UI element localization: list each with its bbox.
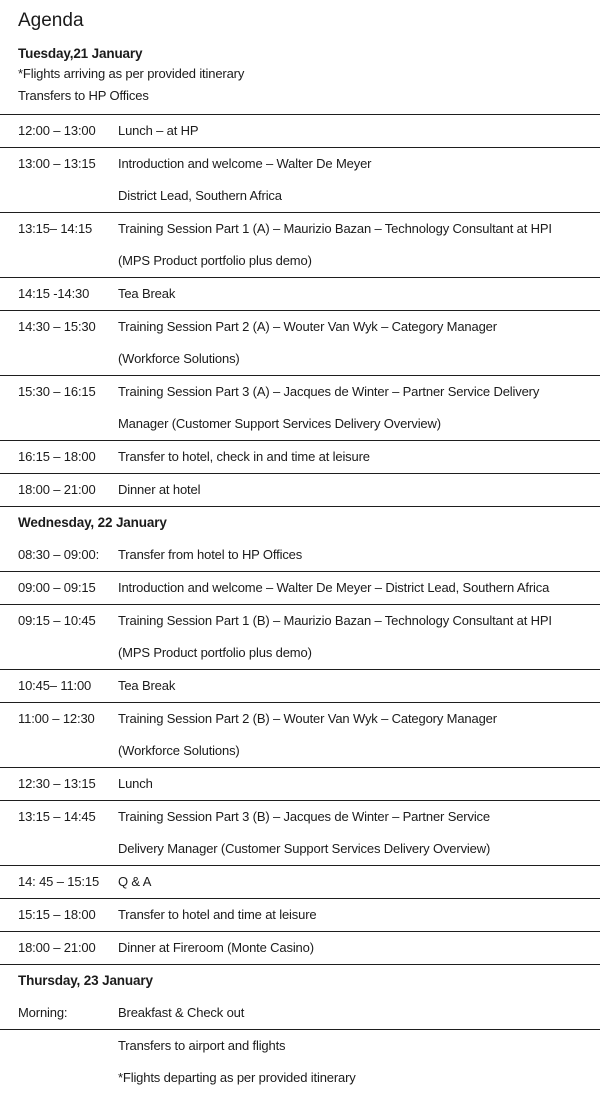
intro-note-flights-arriving: *Flights arriving as per provided itinerary: [18, 66, 245, 81]
description-line: Transfer to hotel, check in and time at leisure: [118, 449, 370, 464]
agenda-row: [0, 997, 600, 1029]
description-line: Dinner at Fireroom (Monte Casino): [118, 940, 314, 955]
page-title: Agenda: [18, 10, 84, 31]
description-line: Introduction and welcome – Walter De Meyer: [118, 156, 372, 171]
row-time: 15:15 – 18:00: [18, 907, 96, 922]
day-header-tuesday: Tuesday,21 January: [18, 46, 143, 61]
agenda-row: [0, 473, 600, 506]
description-line: Lunch: [118, 776, 153, 791]
row-description: [118, 213, 600, 277]
agenda-row: [0, 702, 600, 767]
row-description: [118, 703, 600, 767]
agenda-row: [0, 212, 600, 277]
description-line: (Workforce Solutions): [118, 743, 240, 758]
description-line: Training Session Part 3 (A) – Jacques de Winter – Partner Service Delivery: [118, 384, 540, 399]
description-line: Dinner at hotel: [118, 482, 201, 497]
description-line: Training Session Part 1 (A) – Maurizio Bazan – Technology Consultant at HPI: [118, 221, 552, 236]
row-time: 12:00 – 13:00: [18, 123, 96, 138]
row-description: [118, 474, 600, 506]
description-line: Transfer to hotel and time at leisure: [118, 907, 317, 922]
row-time: 13:15 – 14:45: [18, 809, 96, 824]
agenda-row: [0, 1029, 600, 1094]
description-line: District Lead, Southern Africa: [118, 188, 282, 203]
row-time: 13:00 – 13:15: [18, 156, 96, 171]
row-time: 10:45– 11:00: [18, 678, 92, 693]
row-time: 16:15 – 18:00: [18, 449, 96, 464]
row-description: [118, 670, 600, 702]
row-description: [118, 278, 600, 310]
row-description: [118, 148, 600, 212]
day-header-row: [0, 506, 600, 539]
row-description: [118, 115, 600, 147]
row-description: [118, 1030, 600, 1094]
agenda-row: [0, 865, 600, 898]
row-time: 13:15– 14:15: [18, 221, 93, 236]
agenda-row: [0, 114, 600, 147]
row-description: [118, 899, 600, 931]
agenda-row: [0, 375, 600, 440]
row-description: [118, 801, 600, 865]
description-line: Training Session Part 3 (B) – Jacques de Winter – Partner Service: [118, 809, 490, 824]
day-header-row: [0, 964, 600, 997]
row-description: [118, 441, 600, 473]
description-line: Delivery Manager (Customer Support Services Delivery Overview): [118, 841, 491, 856]
description-line: Manager (Customer Support Services Delivery Overview): [118, 416, 441, 431]
agenda-row: [0, 931, 600, 964]
row-time: 09:00 – 09:15: [18, 580, 96, 595]
row-description: [118, 768, 600, 800]
row-description: [118, 866, 600, 898]
row-time: 12:30 – 13:15: [18, 776, 96, 791]
description-line: Lunch – at HP: [118, 123, 199, 138]
description-line: Introduction and welcome – Walter De Meyer – District Lead, Southern Africa: [118, 580, 550, 595]
row-time: 14:30 – 15:30: [18, 319, 96, 334]
agenda-row: [0, 767, 600, 800]
agenda-row: [0, 277, 600, 310]
row-time: 14:15 -14:30: [18, 286, 90, 301]
description-line: Training Session Part 1 (B) – Maurizio Bazan – Technology Consultant at HPI: [118, 613, 552, 628]
description-line: (Workforce Solutions): [118, 351, 240, 366]
row-description: [118, 311, 600, 375]
description-line: Breakfast & Check out: [118, 1005, 245, 1020]
day-header-label: Wednesday, 22 January: [18, 515, 167, 530]
day-header-label: Thursday, 23 January: [18, 973, 153, 988]
row-time: 11:00 – 12:30: [18, 711, 95, 726]
agenda-table: [0, 114, 600, 1094]
agenda-row: [0, 604, 600, 669]
description-line: Q & A: [118, 874, 152, 889]
description-line: Tea Break: [118, 678, 176, 693]
description-line: (MPS Product portfolio plus demo): [118, 645, 312, 660]
row-description: [118, 605, 600, 669]
agenda-row: [0, 440, 600, 473]
row-description: [118, 572, 600, 604]
row-time: [0, 1030, 118, 1062]
agenda-row: [0, 669, 600, 702]
row-time: 15:30 – 16:15: [18, 384, 96, 399]
row-time: 14: 45 – 15:15: [18, 874, 100, 889]
agenda-row: [0, 571, 600, 604]
row-description: [118, 997, 600, 1029]
description-line: Transfer from hotel to HP Offices: [118, 547, 303, 562]
row-time: 18:00 – 21:00: [18, 482, 96, 497]
agenda-row: [0, 147, 600, 212]
description-line: Tea Break: [118, 286, 176, 301]
description-line: Training Session Part 2 (B) – Wouter Van Wyk – Category Manager: [118, 711, 497, 726]
row-description: [118, 539, 600, 571]
description-line: Training Session Part 2 (A) – Wouter Van Wyk – Category Manager: [118, 319, 497, 334]
row-time: Morning:: [18, 1005, 68, 1020]
intro-note-transfers: Transfers to HP Offices: [18, 88, 149, 103]
row-time: 08:30 – 09:00:: [18, 547, 100, 562]
description-line: *Flights departing as per provided itinerary: [118, 1070, 356, 1085]
tuesday-intro-section: [0, 33, 600, 114]
agenda-row: [0, 898, 600, 931]
agenda-row: [0, 539, 600, 571]
row-time: 09:15 – 10:45: [18, 613, 96, 628]
row-description: [118, 932, 600, 964]
agenda-row: [0, 310, 600, 375]
description-line: (MPS Product portfolio plus demo): [118, 253, 312, 268]
row-description: [118, 376, 600, 440]
row-time: 18:00 – 21:00: [18, 940, 96, 955]
agenda-row: [0, 800, 600, 865]
description-line: Transfers to airport and flights: [118, 1038, 286, 1053]
